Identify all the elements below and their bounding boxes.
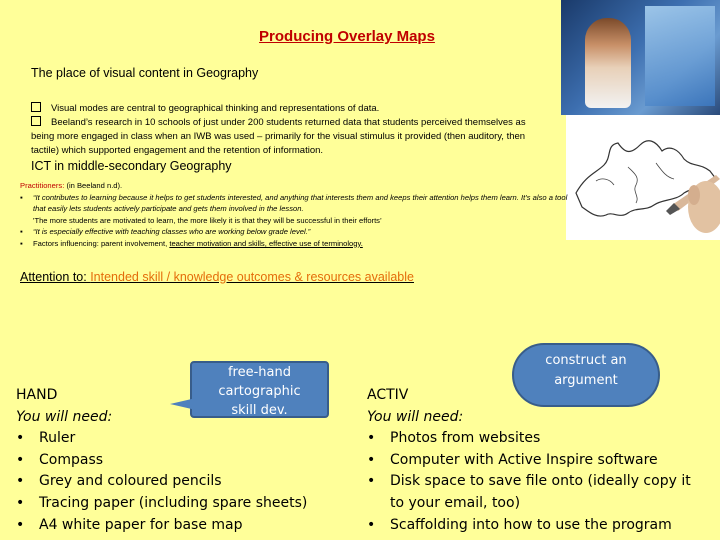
list-item: • Scaffolding into how to use the program (367, 515, 707, 537)
activ-items (367, 428, 707, 536)
activ-column (367, 385, 707, 536)
visual-point-2: Beeland’s research in 10 schools of just under 200 students returned data that students perceived themselves as being more engaged in class when an IWB was used – primarily for the visual stimulus it provided (then auditory, then tactile) which supported engagement and the retention of information. (31, 117, 526, 156)
practitioners-source: (in Beeland n.d). (64, 181, 123, 190)
practitioners-block (20, 180, 570, 249)
visual-points-list (31, 102, 541, 158)
checkbox-bullet-icon (31, 102, 41, 112)
hand-items (16, 428, 307, 536)
freehand-callout: free-hand cartographic skill dev. (190, 361, 329, 418)
activ-need-label: You will need: (367, 408, 464, 425)
ict-heading: ICT in middle-secondary Geography (31, 159, 232, 173)
list-item: • Grey and coloured pencils (16, 471, 307, 493)
list-item: • A4 white paper for base map (16, 515, 307, 537)
factors-item: ▪ Factors influencing: parent involvement, teacher motivation and skills, effective use of terminology. (20, 238, 570, 250)
list-item: • Ruler (16, 428, 307, 450)
list-item: • Photos from websites (367, 428, 707, 450)
whiteboard-screen (645, 6, 715, 106)
photo-hand-drawing-map (566, 115, 720, 240)
list-item: • Disk space to save file onto (ideally copy it to your email, too) (367, 471, 707, 514)
woman-figure (585, 18, 631, 108)
visual-point-1: Visual modes are central to geographical thinking and representations of data. (31, 102, 541, 116)
attention-accent: Intended skill / knowledge outcomes & resources available (90, 270, 414, 284)
argument-callout: construct an argument (512, 343, 660, 407)
hand-column (16, 385, 307, 536)
quote-item: ▪ “It is especially effective with teaching classes who are working below grade level.” (20, 226, 570, 238)
activ-heading: ACTIV (367, 387, 409, 403)
practitioner-quotes (20, 192, 570, 250)
attention-line (20, 270, 414, 284)
attention-label: Attention to: (20, 270, 91, 284)
hand-need-label: You will need: (16, 408, 113, 425)
practitioners-line (20, 180, 570, 192)
checkbox-bullet-icon (31, 116, 41, 126)
page-title: Producing Overlay Maps (259, 28, 435, 45)
list-item: • Computer with Active Inspire software (367, 450, 707, 472)
europe-map-sketch-icon (566, 115, 720, 240)
list-item: • Tracing paper (including spare sheets) (16, 493, 307, 515)
visual-content-heading: The place of visual content in Geography (31, 66, 259, 80)
hand-heading: HAND (16, 387, 58, 403)
practitioners-label: Practitioners: (20, 181, 65, 190)
photo-woman-at-whiteboard (561, 0, 720, 115)
quote-item: ▪ “It contributes to learning because it helps to get students interested, and anything that interests them and keeps their attention helps them learn. It’s also a tool that easily lets students actively participate and gets them involved in the lesson. 'The more students are motivated to learn, the more likely it is that they will be successful in their efforts’ (20, 192, 570, 227)
list-item: • Compass (16, 450, 307, 472)
